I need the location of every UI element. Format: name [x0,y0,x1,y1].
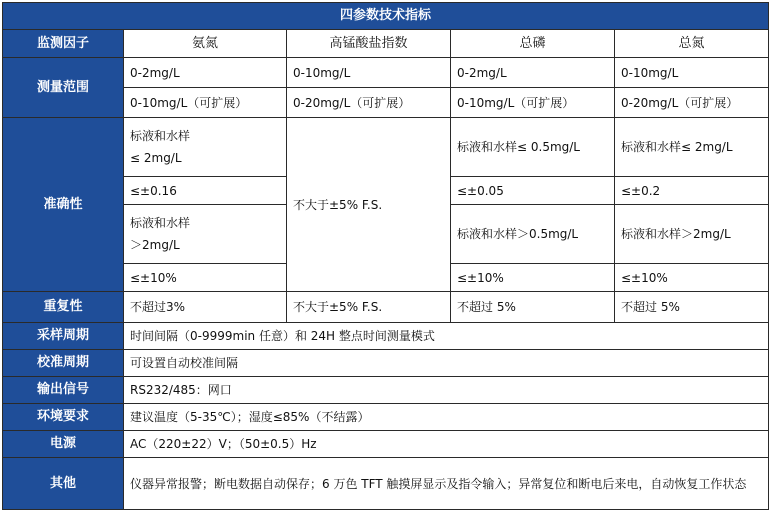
acc-ammonia-cond2-line1: 标液和水样 [130,216,191,230]
acc-tn-cond2: 标液和水样＞2mg/L [615,205,769,264]
acc-ammonia-val1: ≤±0.16 [124,177,287,205]
acc-ammonia-cond1-line1: 标液和水样 [130,129,191,143]
row-label-accuracy: 准确性 [3,118,124,292]
row-label-range: 测量范围 [3,58,124,118]
row-label-factor: 监测因子 [3,30,124,58]
acc-cod: 不大于±5% F.S. [287,118,451,292]
col-header-tn: 总氮 [615,30,769,58]
output-value: RS232/485：网口 [124,377,769,404]
row-label-sampling: 采样周期 [3,323,124,350]
range-cod-1: 0-10mg/L [287,58,451,88]
repeat-cod: 不大于±5% F.S. [287,292,451,323]
acc-tp-val1: ≤±0.05 [451,177,615,205]
col-header-ammonia: 氨氮 [124,30,287,58]
acc-tn-cond1: 标液和水样≤ 2mg/L [615,118,769,177]
spec-table [2,2,769,510]
sampling-value: 时间间隔（0-9999min 任意）和 24H 整点时间测量模式 [124,323,769,350]
acc-tp-cond1: 标液和水样≤ 0.5mg/L [451,118,615,177]
row-label-other: 其他 [3,458,124,510]
col-header-cod: 高锰酸盐指数 [287,30,451,58]
repeat-tn: 不超过 5% [615,292,769,323]
repeat-tp: 不超过 5% [451,292,615,323]
other-value: 仪器异常报警；断电数据自动保存；6 万色 TFT 触摸屏显示及指令输入；异常复位和断电后来电，自动恢复工作状态 [124,458,769,510]
table-title: 四参数技术指标 [3,3,769,30]
acc-tn-val1: ≤±0.2 [615,177,769,205]
acc-tn-val2: ≤±10% [615,264,769,292]
environment-value: 建议温度（5-35℃）；湿度≤85%（不结露） [124,404,769,431]
acc-tp-val2: ≤±10% [451,264,615,292]
repeat-ammonia: 不超过3% [124,292,287,323]
range-tp-2: 0-10mg/L（可扩展） [451,88,615,118]
range-tn-1: 0-10mg/L [615,58,769,88]
range-tn-2: 0-20mg/L（可扩展） [615,88,769,118]
acc-ammonia-cond2-line2: ＞2mg/L [130,238,180,252]
row-label-power: 电源 [3,431,124,458]
range-tp-1: 0-2mg/L [451,58,615,88]
row-label-calibration: 校准周期 [3,350,124,377]
acc-ammonia-cond1-line2: ≤ 2mg/L [130,151,182,165]
acc-ammonia-cond2 [124,205,287,264]
col-header-tp: 总磷 [451,30,615,58]
power-value: AC（220±22）V；（50±0.5）Hz [124,431,769,458]
calibration-value: 可设置自动校准间隔 [124,350,769,377]
range-ammonia-1: 0-2mg/L [124,58,287,88]
acc-ammonia-val2: ≤±10% [124,264,287,292]
range-ammonia-2: 0-10mg/L（可扩展） [124,88,287,118]
acc-ammonia-cond1 [124,118,287,177]
row-label-output: 输出信号 [3,377,124,404]
range-cod-2: 0-20mg/L（可扩展） [287,88,451,118]
row-label-environment: 环境要求 [3,404,124,431]
acc-tp-cond2: 标液和水样＞0.5mg/L [451,205,615,264]
row-label-repeat: 重复性 [3,292,124,323]
